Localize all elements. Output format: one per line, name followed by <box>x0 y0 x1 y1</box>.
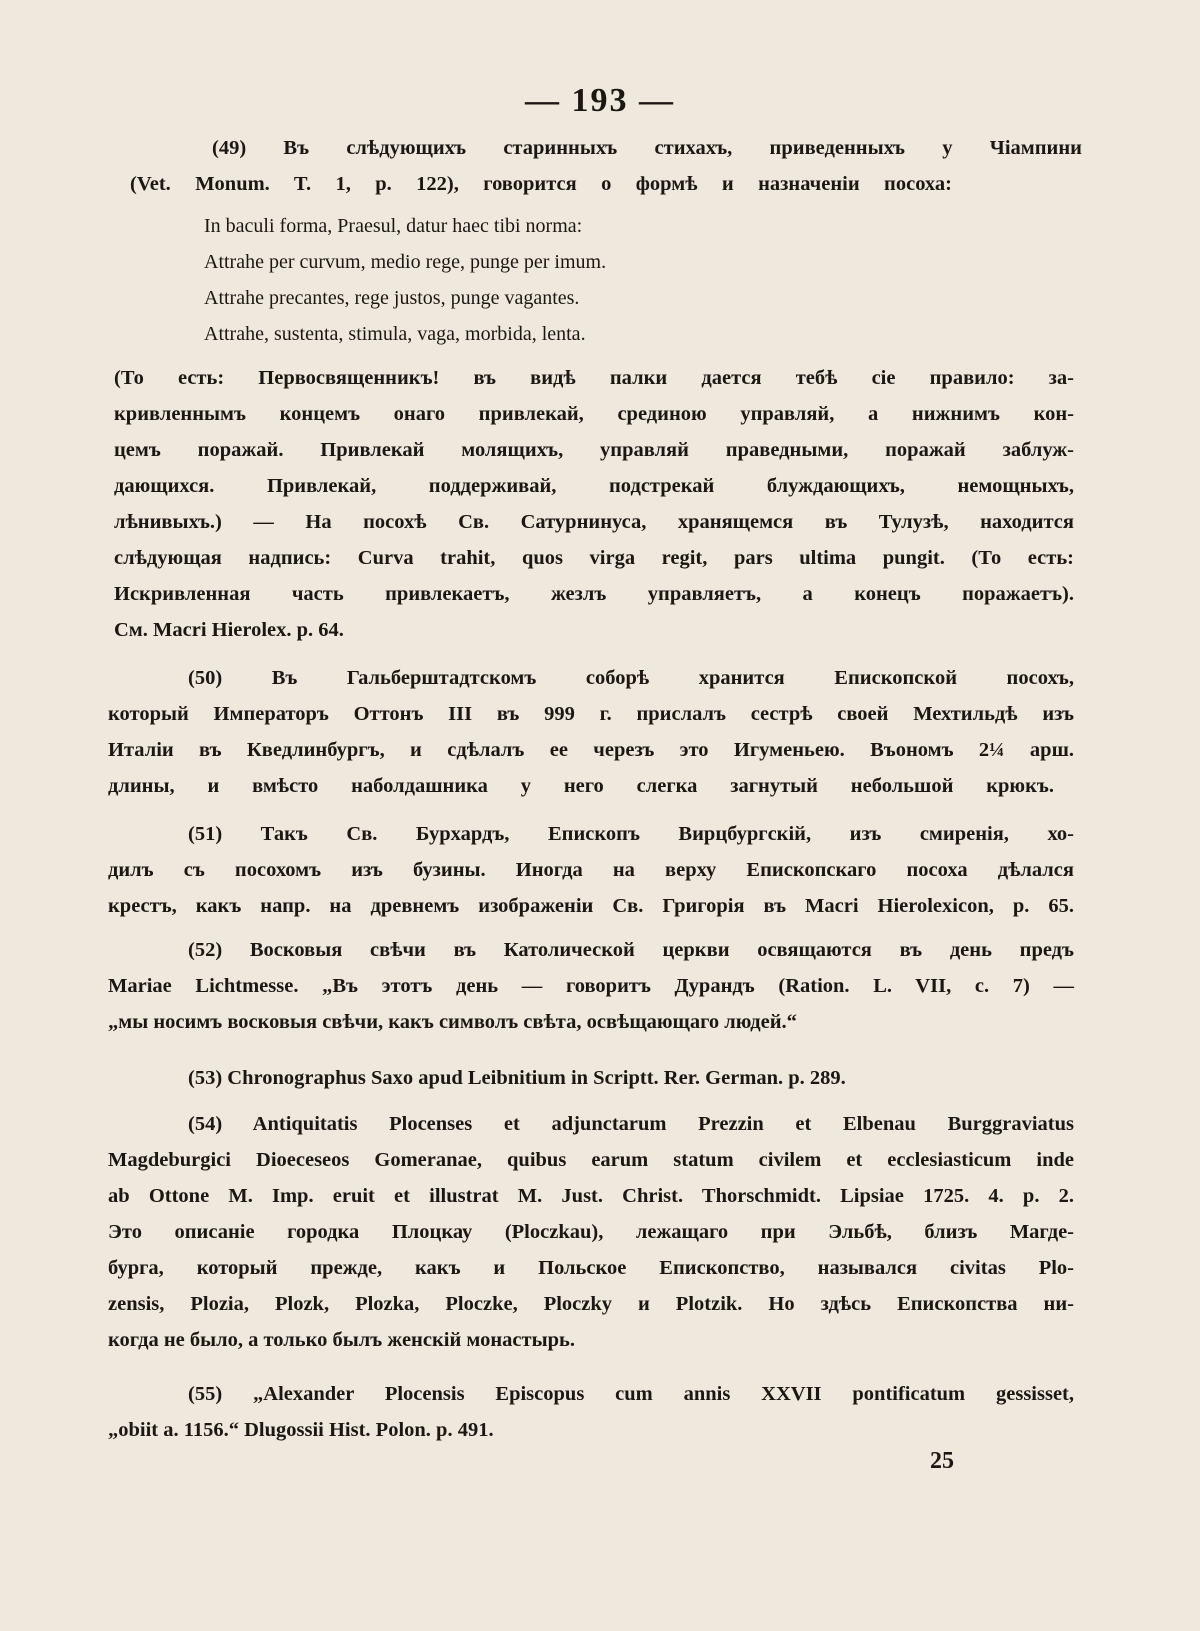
text-line: (49) Въ слѣдующихъ старинныхъ стихахъ, приведенныхъ у Чіампини <box>212 137 1082 159</box>
text-line: длины, и вмѣсто наболдашника у него слегка загнутый небольшой крюкъ. <box>108 775 1054 797</box>
text-line: Италіи въ Кведлинбургъ, и сдѣлалъ ее черезъ это Игуменьею. Въономъ 2¼ арш. <box>108 739 1074 761</box>
text-line: (53) Chronographus Saxo apud Leibnitium in Scriptt. Rer. German. p. 289. <box>188 1067 846 1089</box>
text-line: дающихся. Привлекай, поддерживай, подстрекай блуждающихъ, немощныхъ, <box>114 475 1074 497</box>
text-line: Magdeburgici Dioeceseos Gomeranae, quibus earum statum civilem et ecclesiasticum inde <box>108 1149 1074 1171</box>
text-line: слѣдующая надпись: Curva trahit, quos virga regit, pars ultima pungit. (То есть: <box>114 547 1074 569</box>
text-line: (50) Въ Гальберштадтскомъ соборѣ хранится Епископской посохъ, <box>188 667 1074 689</box>
text-line: (52) Восковыя свѣчи въ Католической церкви освящаются въ день предъ <box>188 939 1074 961</box>
text-line: (Vet. Monum. T. 1, p. 122), говорится о формѣ и назначеніи посоха: <box>130 173 952 195</box>
text-line: крестъ, какъ напр. на древнемъ изображеніи Св. Григорія въ Macri Hierolexicon, p. 65. <box>108 895 1074 917</box>
text-line: (51) Такъ Св. Бурхардъ, Епископъ Вирцбургскій, изъ смиренія, хо- <box>188 823 1074 845</box>
text-line: который Императоръ Оттонъ III въ 999 г. прислалъ сестрѣ своей Мехтильдѣ изъ <box>108 703 1074 725</box>
text-line: бурга, который прежде, какъ и Польское Епископство, назывался civitas Plo- <box>108 1257 1074 1279</box>
text-line: цемъ поражай. Привлекай молящихъ, управляй праведными, поражай заблуж- <box>114 439 1074 461</box>
text-line: zensis, Plozia, Plozk, Plozka, Ploczke, Ploczky и Plotzik. Но здѣсь Епископства ни- <box>108 1293 1074 1315</box>
text-line: лѣнивыхъ.) — На посохѣ Св. Сатурнинуса, хранящемся въ Тулузѣ, находится <box>114 511 1074 533</box>
text-line: когда не было, а только былъ женскій монастырь. <box>108 1329 575 1351</box>
text-line: (54) Antiquitatis Plocenses et adjunctarum Prezzin et Elbenau Burggraviatus <box>188 1113 1074 1135</box>
text-line: Mariae Lichtmesse. „Въ этотъ день — говоритъ Дурандъ (Ration. L. VII, c. 7) — <box>108 975 1074 997</box>
text-line: (То есть: Первосвященникъ! въ видѣ палки дается тебѣ сіе правило: за- <box>114 367 1074 389</box>
poem-line: Attrahe, sustenta, stimula, vaga, morbida, lenta. <box>204 323 586 345</box>
text-line: „obiit a. 1156.“ Dlugossii Hist. Polon. p. 491. <box>108 1419 494 1441</box>
text-line: ab Ottone M. Imp. eruit et illustrat M. Just. Christ. Thorschmidt. Lipsiae 1725. 4. p. 2. <box>108 1185 1074 1207</box>
poem-line: Attrahe per curvum, medio rege, punge per imum. <box>204 251 607 273</box>
text-line: Это описаніе городка Плоцкау (Ploczkau), лежащаго при Эльбѣ, близъ Магде- <box>108 1221 1074 1243</box>
page-number-header: — 193 — <box>525 82 675 119</box>
poem-line: Attrahe precantes, rege justos, punge vagantes. <box>204 287 580 309</box>
poem-line: In baculi forma, Praesul, datur haec tibi norma: <box>204 215 583 237</box>
text-line: „мы носимъ восковыя свѣчи, какъ символъ свѣта, освѣщающаго людей.“ <box>108 1011 797 1033</box>
text-line: дилъ съ посохомъ изъ бузины. Иногда на верху Епископскаго посоха дѣлался <box>108 859 1074 881</box>
text-line: См. Macri Hierolex. p. 64. <box>114 619 344 641</box>
text-line: Искривленная часть привлекаетъ, жезлъ управляетъ, а конецъ поражаетъ). <box>114 583 1074 605</box>
text-line: (55) „Alexander Plocensis Episcopus cum annis XXVII pontificatum gessisset, <box>188 1383 1074 1405</box>
signature-mark: 25 <box>930 1448 954 1474</box>
text-line: кривленнымъ концемъ онаго привлекай, срединою управляй, а нижнимъ кон- <box>114 403 1074 425</box>
